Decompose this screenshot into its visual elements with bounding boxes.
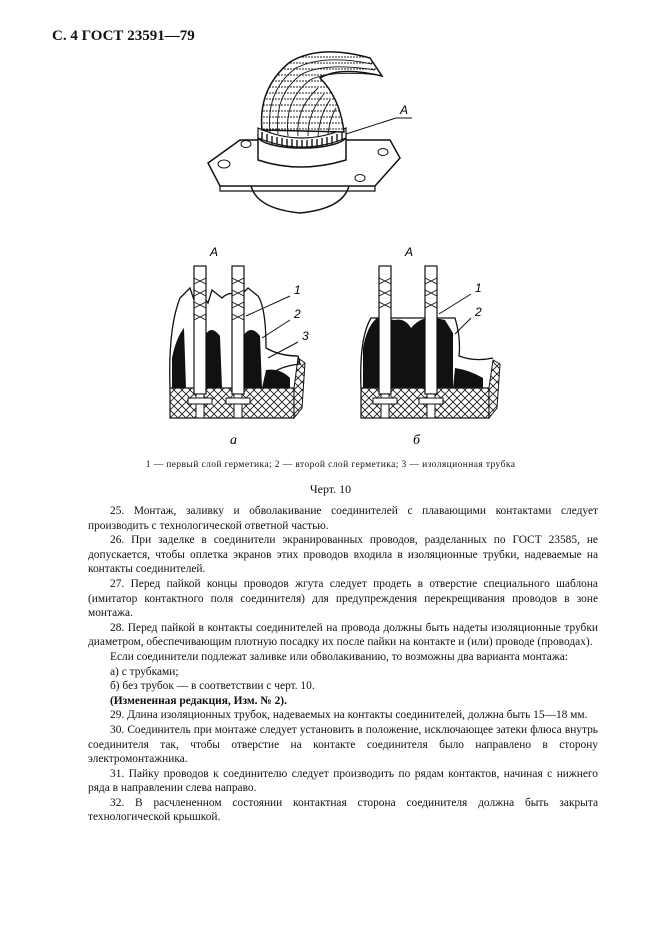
paragraph-29: 29. Длина изоляционных трубок, надеваемых на контакты соединителей, должна быть 15—18 мм. bbox=[110, 709, 588, 722]
paragraph-26: 26. При заделке в соединители экранированных проводов, разделанных по ГОСТ 23585, не допускается, чтобы оплетка экранов этих проводов входила в изоляционные трубки, надеваемые на контакты соединителей. bbox=[88, 534, 598, 576]
view-b-title: А bbox=[405, 245, 414, 259]
section-view-a bbox=[150, 238, 325, 453]
list-item-a: а) с трубками; bbox=[110, 665, 179, 678]
callout-b-1: 1 bbox=[475, 281, 482, 295]
callout-a-2: 2 bbox=[294, 307, 301, 321]
paragraph-32: 32. В расчлененном состоянии контактная сторона соединителя должна быть закрыта технологической крышкой. bbox=[88, 796, 598, 824]
callout-a-label: А bbox=[400, 103, 409, 117]
callout-a-1: 1 bbox=[294, 283, 301, 297]
callout-a-3: 3 bbox=[302, 329, 309, 343]
page-header: С. 4 ГОСТ 23591—79 bbox=[52, 28, 195, 44]
sublabel-a: а bbox=[230, 433, 237, 448]
paragraph-28: 28. Перед пайкой в контакты соединителей на провода должны быть надеты изоляционные трубки диаметром, обеспечивающим плотную посадку их после пайки на контакте и (или) проводе (проводах). bbox=[88, 621, 598, 649]
view-a-title: А bbox=[210, 245, 219, 259]
connector-illustration bbox=[200, 48, 460, 218]
section-view-b bbox=[345, 238, 520, 453]
paragraph-30: 30. Соединитель при монтаже следует установить в положение, исключающее затеки флюса внутрь соединителя так, чтобы отверстие на контакте соединителя было направлено в сторону электромонтажника. bbox=[88, 723, 598, 766]
amendment-note: (Измененная редакция, Изм. № 2). bbox=[110, 694, 287, 707]
paragraph-31: 31. Пайку проводов к соединителю следует производить по рядам контактов, начиная с нижнего ряда в направлении слева направо. bbox=[88, 767, 598, 795]
callout-b-2: 2 bbox=[475, 305, 482, 319]
paragraph-27: 27. Перед пайкой концы проводов жгута следует продеть в отверстие специального шаблона (имитатор контактного поля соединителя) для предупреждения перекрещивания проводов в зоне монтажа. bbox=[88, 577, 598, 620]
figure-title: Черт. 10 bbox=[309, 482, 352, 496]
paragraph-25: 25. Монтаж, заливку и обволакивание соединителей с плавающими контактами следует производить с технологической ответной частью. bbox=[88, 505, 598, 532]
body-text bbox=[88, 504, 598, 825]
paragraph-28-note: Если соединители подлежат заливке или обволакиванию, то возможны два варианта монтажа: bbox=[110, 650, 568, 663]
sublabel-b: б bbox=[413, 433, 421, 448]
list-item-b: б) без трубок — в соответствии с черт. 10. bbox=[110, 680, 315, 693]
figure-caption: 1 — первый слой герметика; 2 — второй слой герметика; 3 — изоляционная трубка bbox=[145, 460, 516, 470]
